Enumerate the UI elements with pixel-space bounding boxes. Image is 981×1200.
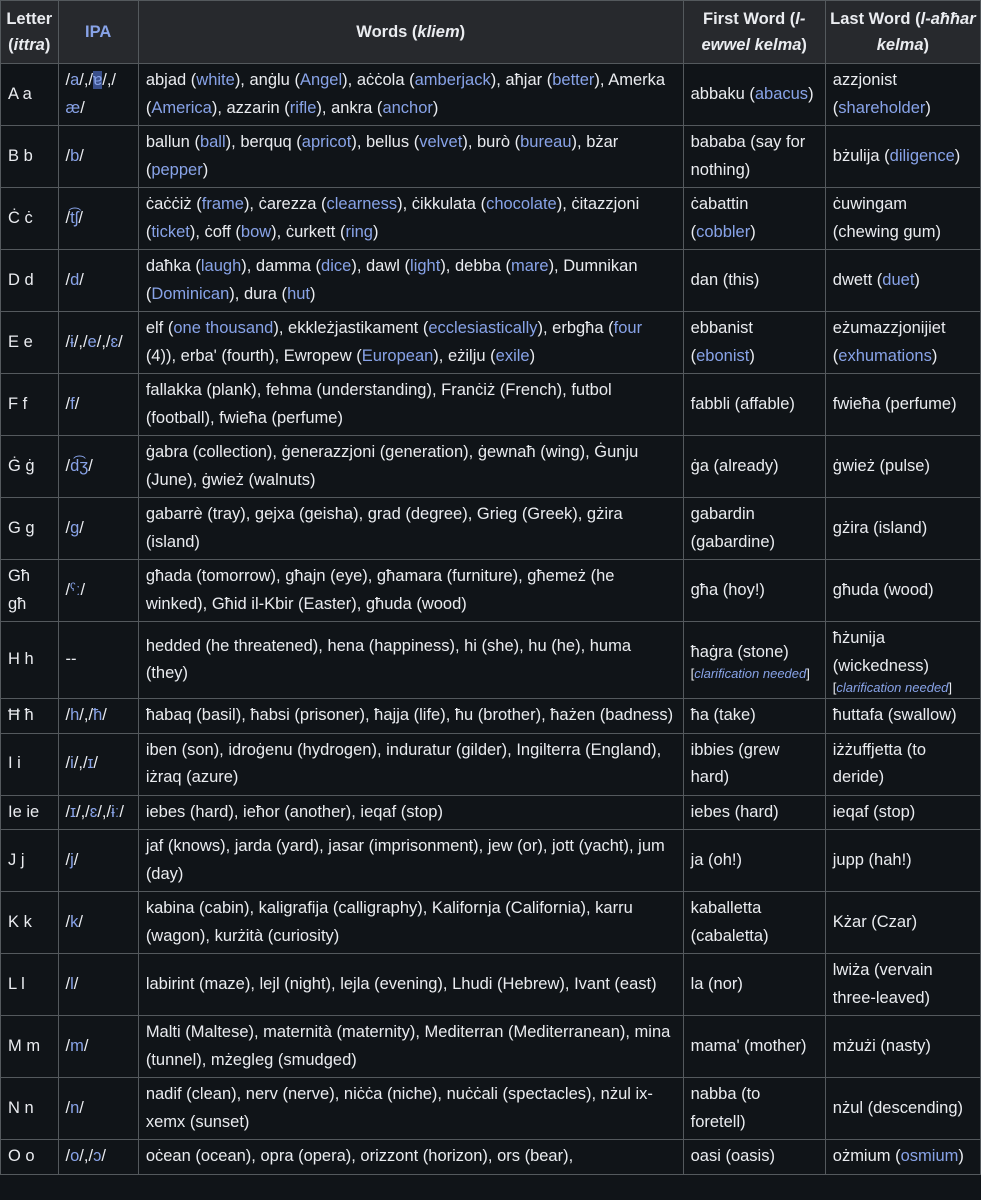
words-cell: oċean (ocean), opra (opera), orizzont (horizon), ors (bear), (138, 1140, 683, 1175)
ipa-cell: /n/ (58, 1078, 138, 1140)
table-row (1, 188, 981, 250)
words-cell: iben (son), idroġenu (hydrogen), induratur (gilder), Ingilterra (England), iżraq (azure) (138, 733, 683, 795)
last-word-cell: mżużi (nasty) (825, 1016, 980, 1078)
words-cell: ċaċċiż (frame), ċarezza (clearness), ċikkulata (chocolate), ċitazzjoni (ticket), ċoff (bow), ċurkett (ring) (138, 188, 683, 250)
header-row (1, 1, 981, 64)
letter-cell: D d (1, 250, 59, 312)
letter-cell: I i (1, 733, 59, 795)
words-cell: nadif (clean), nerv (nerve), niċċa (niche), nuċċali (spectacles), nżul ix-xemx (sunset) (138, 1078, 683, 1140)
ipa-cell: /h/,/ħ/ (58, 699, 138, 734)
letter-cell: N n (1, 1078, 59, 1140)
letter-cell: Ie ie (1, 795, 59, 830)
first-word-cell: gabardin (gabardine) (683, 498, 825, 560)
first-word-cell: ibbies (grew hard) (683, 733, 825, 795)
last-word-cell: Kżar (Czar) (825, 892, 980, 954)
table-row (1, 795, 981, 830)
ipa-cell: /d/ (58, 250, 138, 312)
ipa-cell: /ˤː/ (58, 560, 138, 622)
ipa-cell: -- (58, 622, 138, 699)
words-cell: ħabaq (basil), ħabsi (prisoner), ħajja (life), ħu (brother), ħażen (badness) (138, 699, 683, 734)
last-word-cell: ożmium (osmium) (825, 1140, 980, 1175)
words-cell: elf (one thousand), ekkleżjastikament (ecclesiastically), erbgħa (four (4)), erba' (fourth), Ewropew (European), eżilju (exile) (138, 312, 683, 374)
words-cell: kabina (cabin), kaligrafija (calligraphy), Kalifornja (California), karru (wagon), kurżità (curiosity) (138, 892, 683, 954)
table-row (1, 1016, 981, 1078)
ipa-cell: /t͡ʃ/ (58, 188, 138, 250)
ipa-cell: /l/ (58, 954, 138, 1016)
letter-cell: L l (1, 954, 59, 1016)
last-word-cell: lwiża (vervain three-leaved) (825, 954, 980, 1016)
first-word-cell: ċabattin (cobbler) (683, 188, 825, 250)
letter-cell: J j (1, 830, 59, 892)
table-row (1, 250, 981, 312)
words-cell: labirint (maze), lejl (night), lejla (evening), Lhudi (Hebrew), Ivant (east) (138, 954, 683, 1016)
table-row (1, 126, 981, 188)
words-cell: ġabra (collection), ġenerazzjoni (generation), ġewnaħ (wing), Ġunju (June), ġwież (walnuts) (138, 436, 683, 498)
table-row (1, 560, 981, 622)
first-word-cell: ja (oh!) (683, 830, 825, 892)
last-word-cell: azzjonist (shareholder) (825, 64, 980, 126)
ipa-cell: /b/ (58, 126, 138, 188)
table-row (1, 733, 981, 795)
last-word-cell: ħuttafa (swallow) (825, 699, 980, 734)
ipa-cell: /k/ (58, 892, 138, 954)
words-cell: daħka (laugh), damma (dice), dawl (light), debba (mare), Dumnikan (Dominican), dura (hut) (138, 250, 683, 312)
words-cell: għada (tomorrow), għajn (eye), għamara (furniture), għemeż (he winked), Għid il-Kbir (Easter), għuda (wood) (138, 560, 683, 622)
ipa-cell: /ɨ/,/e/,/ɛ/ (58, 312, 138, 374)
table-row (1, 1078, 981, 1140)
clarification-link[interactable]: clarification needed (836, 680, 949, 695)
table-row (1, 892, 981, 954)
ipa-cell: /d͡ʒ/ (58, 436, 138, 498)
letter-cell: Ħ ħ (1, 699, 59, 734)
last-word-cell: jupp (hah!) (825, 830, 980, 892)
last-word-cell: nżul (descending) (825, 1078, 980, 1140)
ipa-cell: /ɪ/,/ɛ/,/ɨː/ (58, 795, 138, 830)
words-cell: jaf (knows), jarda (yard), jasar (imprisonment), jew (or), jott (yacht), jum (day) (138, 830, 683, 892)
letter-cell: Għ għ (1, 560, 59, 622)
header-ipa[interactable]: IPA (58, 1, 138, 64)
first-word-cell: għa (hoy!) (683, 560, 825, 622)
first-word-cell: kaballetta (cabaletta) (683, 892, 825, 954)
first-word-cell: ebbanist (ebonist) (683, 312, 825, 374)
last-word-cell: eżumazzjonijiet (exhumations) (825, 312, 980, 374)
first-word-cell: la (nor) (683, 954, 825, 1016)
first-word-cell: iebes (hard) (683, 795, 825, 830)
table-row (1, 498, 981, 560)
letter-cell: M m (1, 1016, 59, 1078)
letter-cell: B b (1, 126, 59, 188)
words-cell: gabarrè (tray), gejxa (geisha), grad (degree), Grieg (Greek), gżira (island) (138, 498, 683, 560)
ipa-cell: /m/ (58, 1016, 138, 1078)
table-row (1, 312, 981, 374)
letter-cell: O o (1, 1140, 59, 1175)
ipa-cell: /f/ (58, 374, 138, 436)
last-word-cell: ġwież (pulse) (825, 436, 980, 498)
last-word-cell: fwieħa (perfume) (825, 374, 980, 436)
last-word-cell: ħżunija (wickedness) [clarification needed] (825, 622, 980, 699)
words-cell: abjad (white), anġlu (Angel), aċċola (amberjack), aħjar (better), Amerka (America), azzarin (rifle), ankra (anchor) (138, 64, 683, 126)
first-word-cell: ħaġra (stone) [clarification needed] (683, 622, 825, 699)
first-word-cell: nabba (to foretell) (683, 1078, 825, 1140)
first-word-cell: ġa (already) (683, 436, 825, 498)
letter-cell: H h (1, 622, 59, 699)
words-cell: fallakka (plank), fehma (understanding), Franċiż (French), futbol (football), fwieħa (perfume) (138, 374, 683, 436)
letter-cell: F f (1, 374, 59, 436)
last-word-cell: iżżuffjetta (to deride) (825, 733, 980, 795)
first-word-cell: mama' (mother) (683, 1016, 825, 1078)
first-word-cell: dan (this) (683, 250, 825, 312)
header-last-word: Last Word (l-aħħar kelma) (825, 1, 980, 64)
first-word-cell: fabbli (affable) (683, 374, 825, 436)
letter-cell: K k (1, 892, 59, 954)
table-row (1, 1140, 981, 1175)
letter-cell: E e (1, 312, 59, 374)
clarification-link[interactable]: clarification needed (694, 666, 807, 682)
header-first-word: First Word (l-ewwel kelma) (683, 1, 825, 64)
words-cell: hedded (he threatened), hena (happiness), hi (she), hu (he), huma (they) (138, 622, 683, 699)
ipa-cell: /a/,/ɐ/,/æ/ (58, 64, 138, 126)
table-row (1, 954, 981, 1016)
header-letter: Letter (ittra) (1, 1, 59, 64)
first-word-cell: ħa (take) (683, 699, 825, 734)
ipa-cell: /i/,/ɪ/ (58, 733, 138, 795)
letter-cell: G g (1, 498, 59, 560)
last-word-cell: għuda (wood) (825, 560, 980, 622)
ipa-cell: /o/,/ɔ/ (58, 1140, 138, 1175)
table-row (1, 830, 981, 892)
first-word-cell: oasi (oasis) (683, 1140, 825, 1175)
last-word-cell: dwett (duet) (825, 250, 980, 312)
first-word-cell: bababa (say for nothing) (683, 126, 825, 188)
table-row (1, 622, 981, 699)
ipa-cell: /j/ (58, 830, 138, 892)
letter-cell: Ġ ġ (1, 436, 59, 498)
last-word-cell: bżulija (diligence) (825, 126, 980, 188)
ipa-cell: /g/ (58, 498, 138, 560)
header-words: Words (kliem) (138, 1, 683, 64)
first-word-cell: abbaku (abacus) (683, 64, 825, 126)
table-row (1, 64, 981, 126)
words-cell: iebes (hard), ieħor (another), ieqaf (stop) (138, 795, 683, 830)
letter-cell: Ċ ċ (1, 188, 59, 250)
words-cell: Malti (Maltese), maternità (maternity), Mediterran (Mediterranean), mina (tunnel), mżegleg (smudged) (138, 1016, 683, 1078)
last-word-cell: gżira (island) (825, 498, 980, 560)
letter-cell: A a (1, 64, 59, 126)
last-word-cell: ċuwingam (chewing gum) (825, 188, 980, 250)
table-row (1, 374, 981, 436)
words-cell: ballun (ball), berquq (apricot), bellus (velvet), burò (bureau), bżar (pepper) (138, 126, 683, 188)
table-row (1, 699, 981, 734)
table-row (1, 436, 981, 498)
last-word-cell: ieqaf (stop) (825, 795, 980, 830)
